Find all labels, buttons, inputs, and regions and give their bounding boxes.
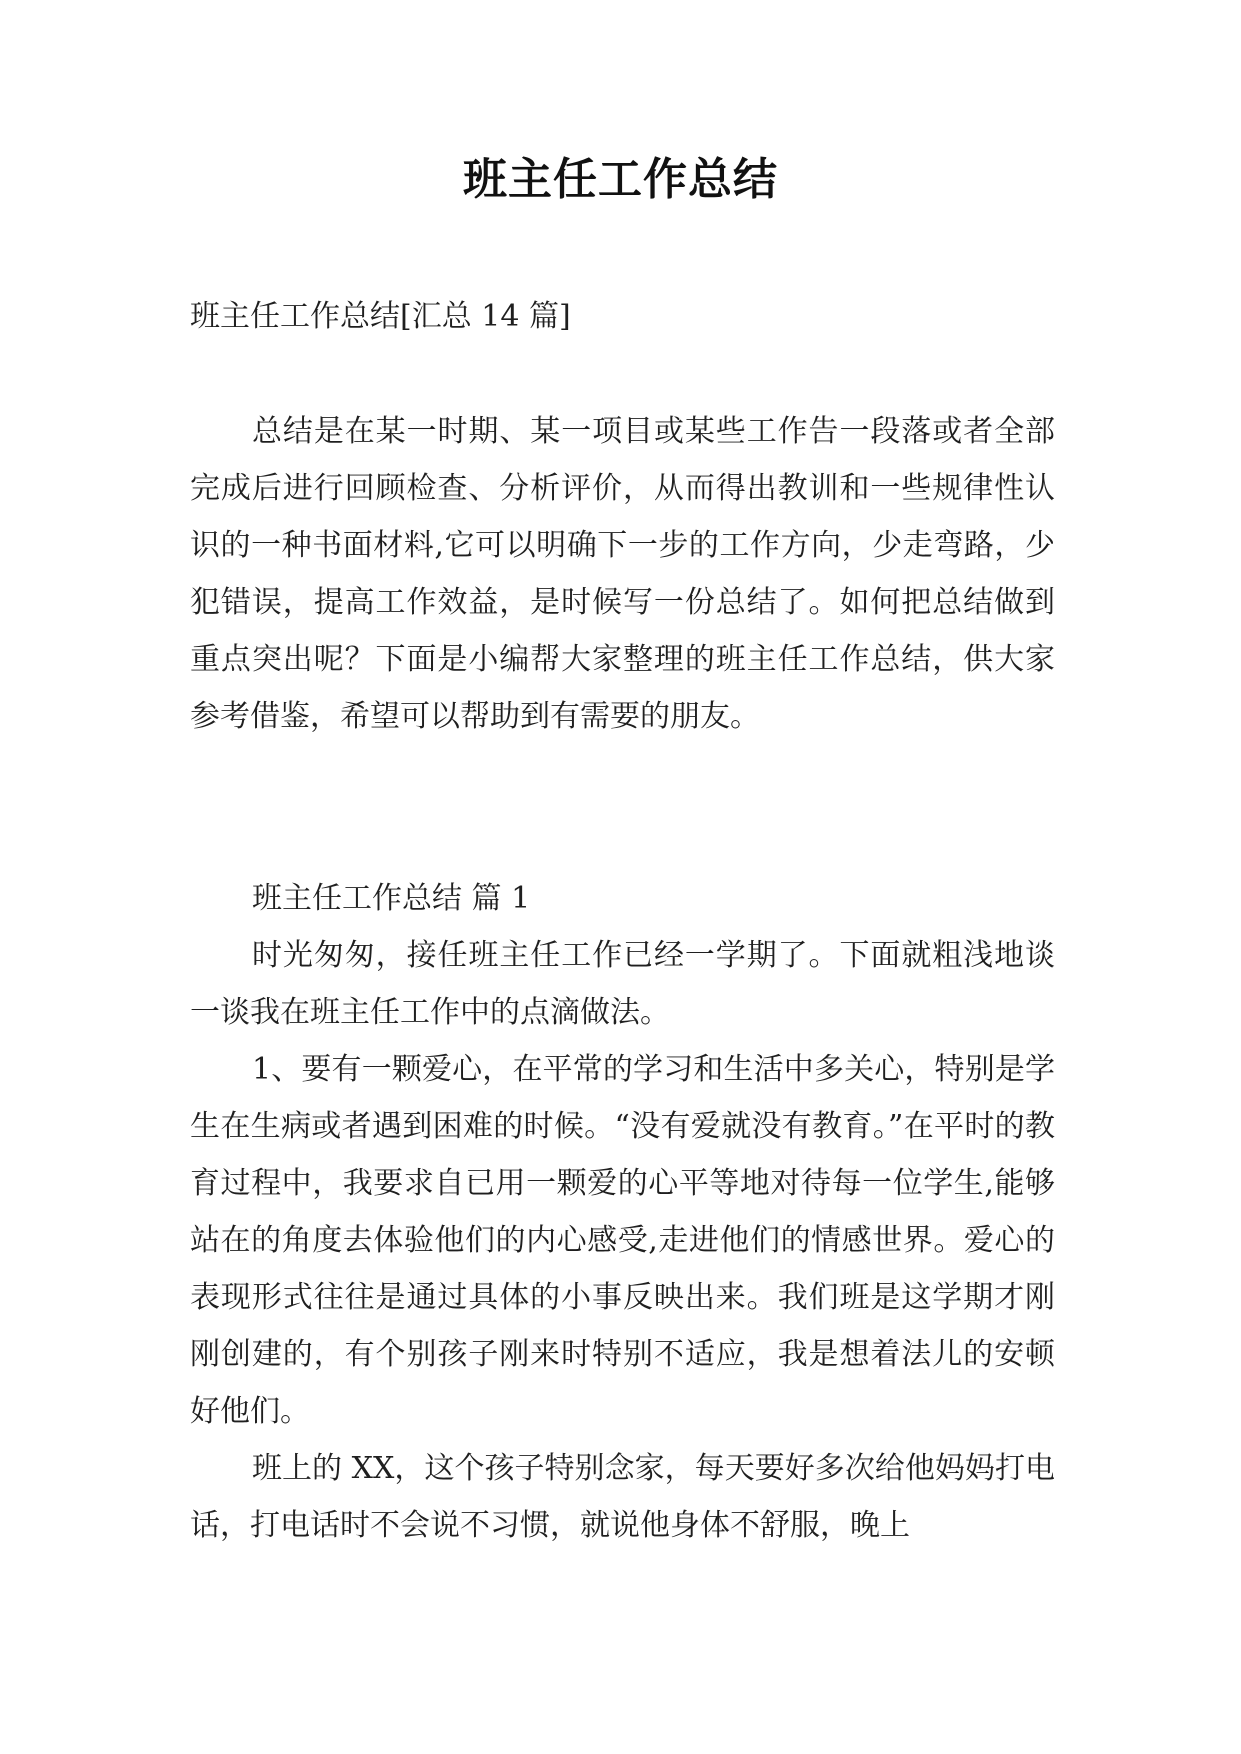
document-title: 班主任工作总结 [463,154,778,205]
body-paragraph: 1、要有一颗爱心，在平常的学习和生活中多关心，特别是学生在生病或者遇到困难的时候。“没有爱就没有教育。”在平时的教育过程中，我要求自已用一颗爱的心平等地对待每一位学生,能够站在的角度去体验他们的内心感受,走进他们的情感世界。爱心的表现形式往往是通过具体的小事反映出来。我们班是这学期才刚刚创建的，有个别孩子刚来时特别不适应，我是想着法儿的安顿好他们。 [190,1052,1055,1429]
intro-paragraph: 总结是在某一时期、某一项目或某些工作告一段落或者全部完成后进行回顾检查、分析评价，从而得出教训和一些规律性认识的一种书面材料,它可以明确下一步的工作方向，少走弯路，少犯错误，提高工作效益，是时候写一份总结了。如何把总结做到重点突出呢？下面是小编帮大家整理的班主任工作总结，供大家参考借鉴，希望可以帮助到有需要的朋友。 [190,414,1055,734]
section-heading: 班主任工作总结 篇 1 [252,881,531,916]
body-paragraph: 班上的 XX，这个孩子特别念家，每天要好多次给他妈妈打电话，打电话时不会说不习惯，就说他身体不舒服，晚上 [190,1451,1055,1543]
body-paragraph: 时光匆匆，接任班主任工作已经一学期了。下面就粗浅地谈一谈我在班主任工作中的点滴做法。 [190,938,1055,1030]
document-body [190,870,1055,1554]
document-subtitle: 班主任工作总结[汇总 14 篇] [190,299,571,334]
